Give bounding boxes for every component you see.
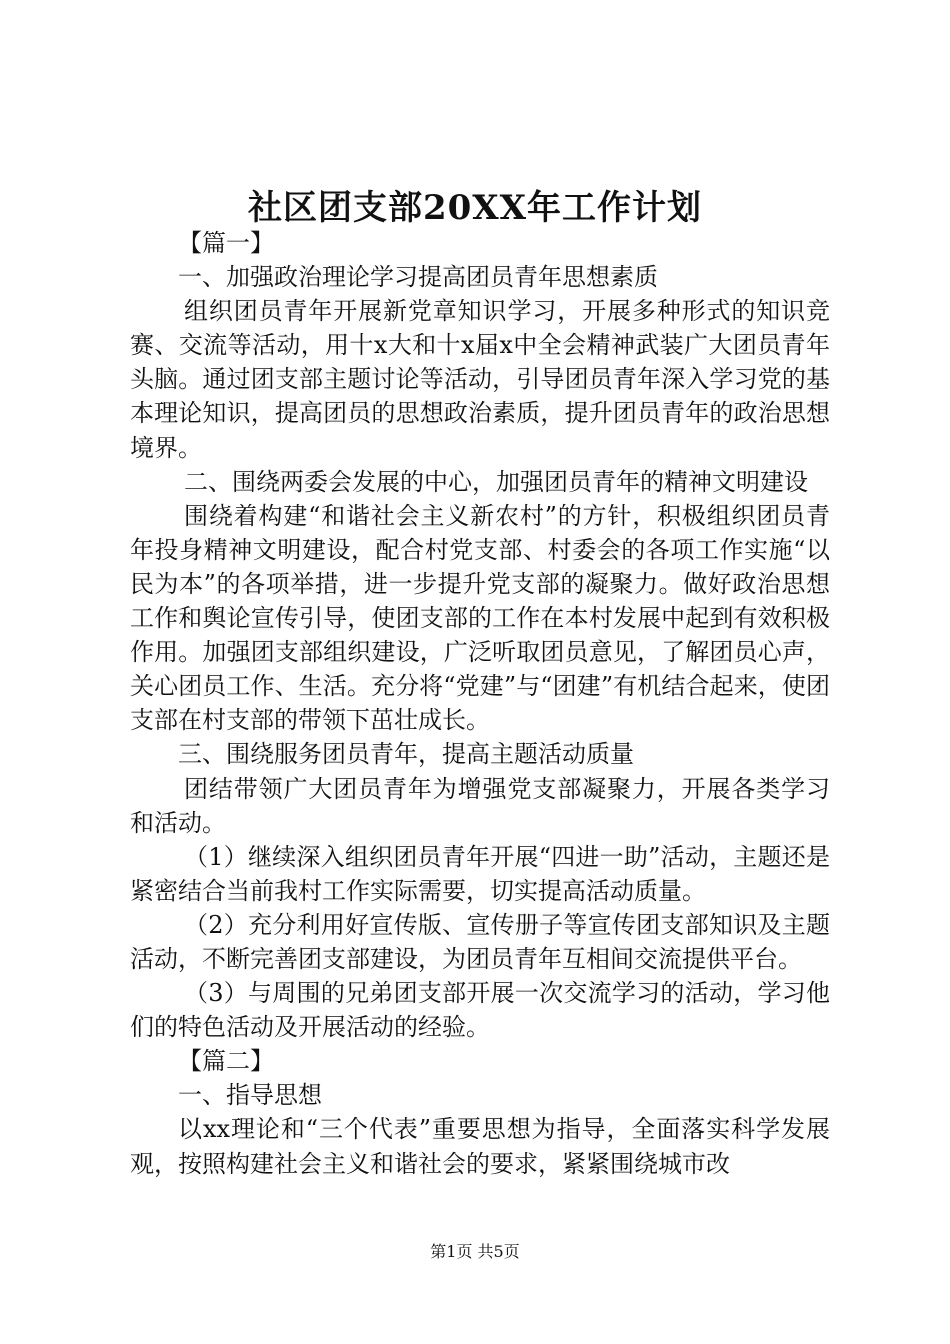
- paragraph: 一、指导思想: [178, 1081, 322, 1110]
- paragraph: （1）继续深入组织团员青年开展“四进一助”活动，主题还是紧密结合当前我村工作实际需要，切实提高活动质量。: [130, 842, 830, 905]
- paragraph: 二、围绕两委会发展的中心，加强团员青年的精神文明建设: [184, 467, 808, 496]
- paragraph: 以xx理论和“三个代表”重要思想为指导，全面落实科学发展观，按照构建社会主义和谐社会的要求，紧紧围绕城市改: [130, 1115, 830, 1178]
- paragraph: （3）与周围的兄弟团支部开展一次交流学习的活动，学习他们的特色活动及开展活动的经验。: [130, 979, 830, 1042]
- page-footer: 第1页 共5页: [430, 1242, 520, 1261]
- paragraph: 组织团员青年开展新党章知识学习，开展多种形式的知识竞赛、交流等活动，用十x大和十x届x中全会精神武装广大团员青年头脑。通过团支部主题讨论等活动，引导团员青年深入学习党的基本理论知识，提高团员的思想政治素质，提升团员青年的政治思想境界。: [130, 297, 830, 462]
- document-body: [130, 226, 830, 1181]
- paragraph: 围绕着构建“和谐社会主义新农村”的方针，积极组织团员青年投身精神文明建设，配合村党支部、村委会的各项工作实施“以民为本”的各项举措，进一步提升党支部的凝聚力。做好政治思想工作和舆论宣传引导，使团支部的工作在本村发展中起到有效积极作用。加强团支部组织建设，广泛听取团员意见，了解团员心声，关心团员工作、生活。充分将“党建”与“团建”有机结合起来，使团支部在村支部的带领下茁壮成长。: [130, 501, 830, 735]
- paragraph: 【篇一】: [178, 229, 274, 257]
- paragraph: 【篇二】: [178, 1047, 274, 1076]
- paragraph: 团结带领广大团员青年为增强党支部凝聚力，开展各类学习和活动。: [130, 774, 830, 837]
- document-title: 社区团支部20XX年工作计划: [247, 188, 703, 228]
- paragraph: 三、围绕服务团员青年，提高主题活动质量: [178, 740, 634, 769]
- paragraph: 一、加强政治理论学习提高团员青年思想素质: [178, 263, 658, 292]
- paragraph: （2）充分利用好宣传版、宣传册子等宣传团支部知识及主题活动，不断完善团支部建设，为团员青年互相间交流提供平台。: [130, 910, 830, 973]
